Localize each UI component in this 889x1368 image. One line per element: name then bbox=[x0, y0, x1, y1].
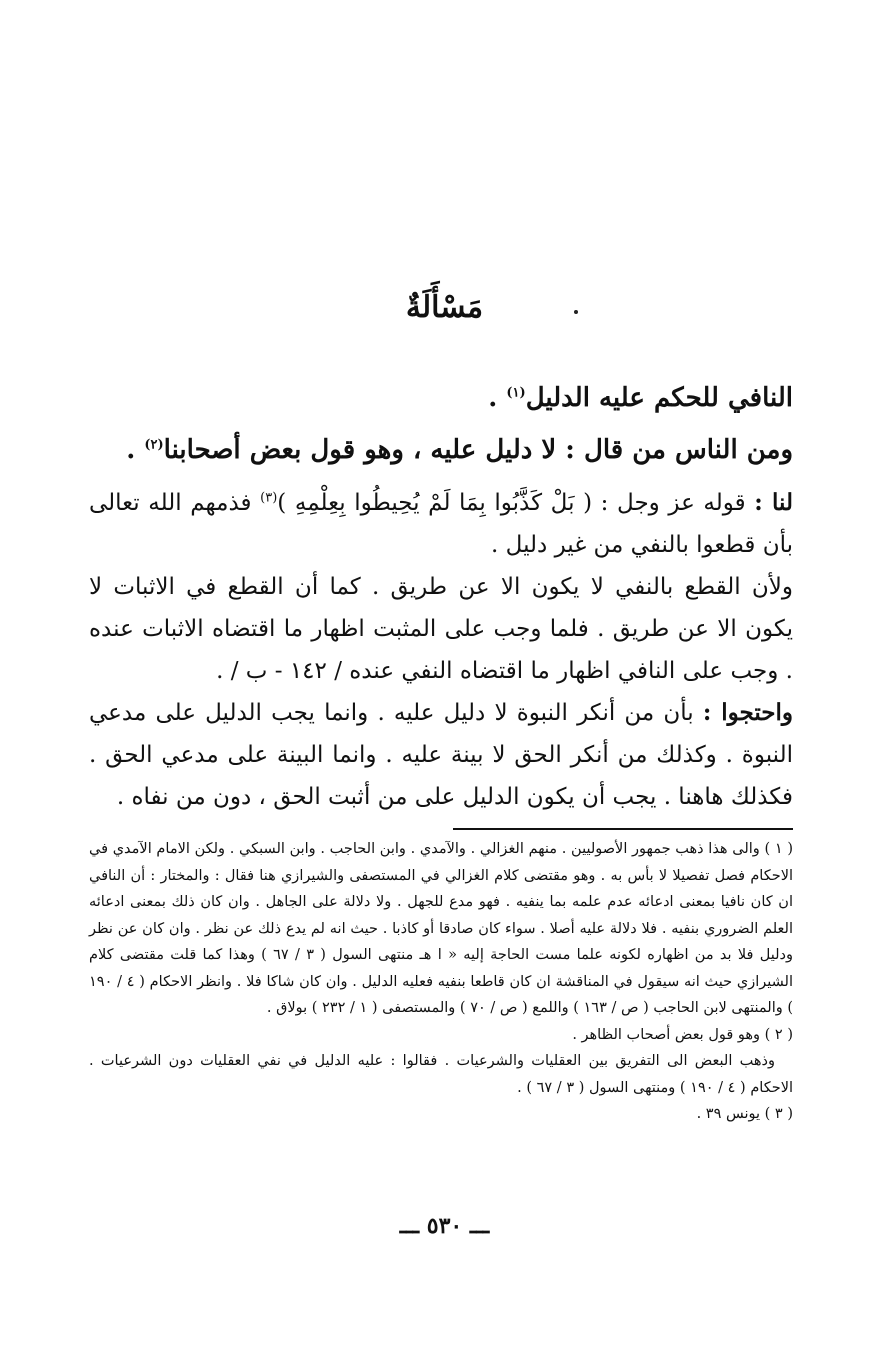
footnote-ref-3: (٣) bbox=[260, 490, 278, 506]
reasoning-paragraph: ولأن القطع بالنفي لا يكون الا عن طريق . كما أن القطع في الاثبات لا يكون الا عن طريق . فلما وجب على المثبت اظهار ما اقتضاه الاثبات عنده . وجب على النافي اظهار ما اقتضاه النفي عنده / ١٤٢ - ب / . bbox=[89, 574, 793, 684]
argument-paragraph: لنا : قوله عز وجل : ( بَلْ كَذَّبُوا بِمَا لَمْ يُحِيطُوا بِعِلْمِهِ )$^{(٣)}$ فذمهم الله تعالى بأن قطعوا بالنفي من غير دليل . bbox=[89, 489, 793, 558]
footnote-2: ( ٢ ) وهو قول بعض أصحاب الظاهر . bbox=[572, 1026, 793, 1043]
argument-lead: لنا : bbox=[754, 489, 793, 516]
footnote-ref-1: (١) bbox=[506, 385, 526, 401]
ink-dot bbox=[574, 310, 578, 314]
counter-argument-lead: واحتجوا : bbox=[702, 699, 793, 726]
footnote-1: ( ١ ) والى هذا ذهب جمهور الأصوليين . منهم الغزالي . والآمدي . وابن الحاجب . وابن السبكي . ولكن الامام الآمدي في الاحكام فصل تفصيلا لا بأس به . وهو مقتضى كلام الغزالي في المستصفى والشيرازي هنا فقال : والمختار : أن النافي ان كان نافيا بمعنى ادعائه عدم علمه بما ينفيه . فهو مدع للجهل . ولا دلالة على الجاهل . وان كان ذلك بمعنى ادعائه العلم الضروري بنفيه . فلا دلالة عليه أصلا . سواء كان صادقا أو كاذبا . حيث انه لم يدع ذلك عن نظر . وان كان عن نظر ودليل فلا بد من اظهاره لكونه علما مست الحاجة إليه « ا هـ منتهى السول ( ٣ / ٦٧ ) وهذا كما قلت مقتضى كلام الشيرازي حيث انه سيقول في المناقشة ان كان قاطعا بنفيه فعليه الدليل . وان كان شاكا فلا . وانظر الاحكام ( ٤ / ١٩٠ ) والمنتهى لابن الحاجب ( ص / ١٦٣ ) واللمع ( ص / ٧٠ ) والمستصفى ( ١ / ٢٣٢ ) بولاق . bbox=[89, 841, 794, 1016]
footnote-2-continued: وذهب البعض الى التفريق بين العقليات والشرعيات . فقالوا : عليه الدليل في نفي العقليات دون الشرعيات . الاحكام ( ٤ / ١٩٠ ) ومنتهى السول ( ٣ / ٦٧ ) . bbox=[89, 1053, 793, 1096]
ruling-line: النافي للحكم عليه الدليل$^{(١)}$ . bbox=[488, 383, 793, 413]
footnote-3: ( ٣ ) يونس ٣٩ . bbox=[696, 1106, 793, 1122]
footnote-ref-2: (٢) bbox=[144, 437, 164, 453]
footnotes bbox=[89, 836, 793, 1128]
opposing-view-line: ومن الناس من قال : لا دليل عليه ، وهو قول بعض أصحابنا$^{(٢)}$ . bbox=[126, 435, 793, 465]
main-text bbox=[89, 372, 793, 818]
section-heading: مَسْأَلَةٌ bbox=[405, 290, 484, 325]
page-number: ـــ ٥٣٠ ـــ bbox=[399, 1213, 490, 1239]
footnote-separator bbox=[453, 828, 793, 830]
counter-argument-paragraph: واحتجوا : بأن من أنكر النبوة لا دليل عليه . وانما يجب الدليل على مدعي النبوة . وكذلك من أنكر الحق لا بينة عليه . وانما البينة على مدعي الحق . فكذلك هاهنا . يجب أن يكون الدليل على من أثبت الحق ، دون من نفاه . bbox=[89, 699, 793, 810]
